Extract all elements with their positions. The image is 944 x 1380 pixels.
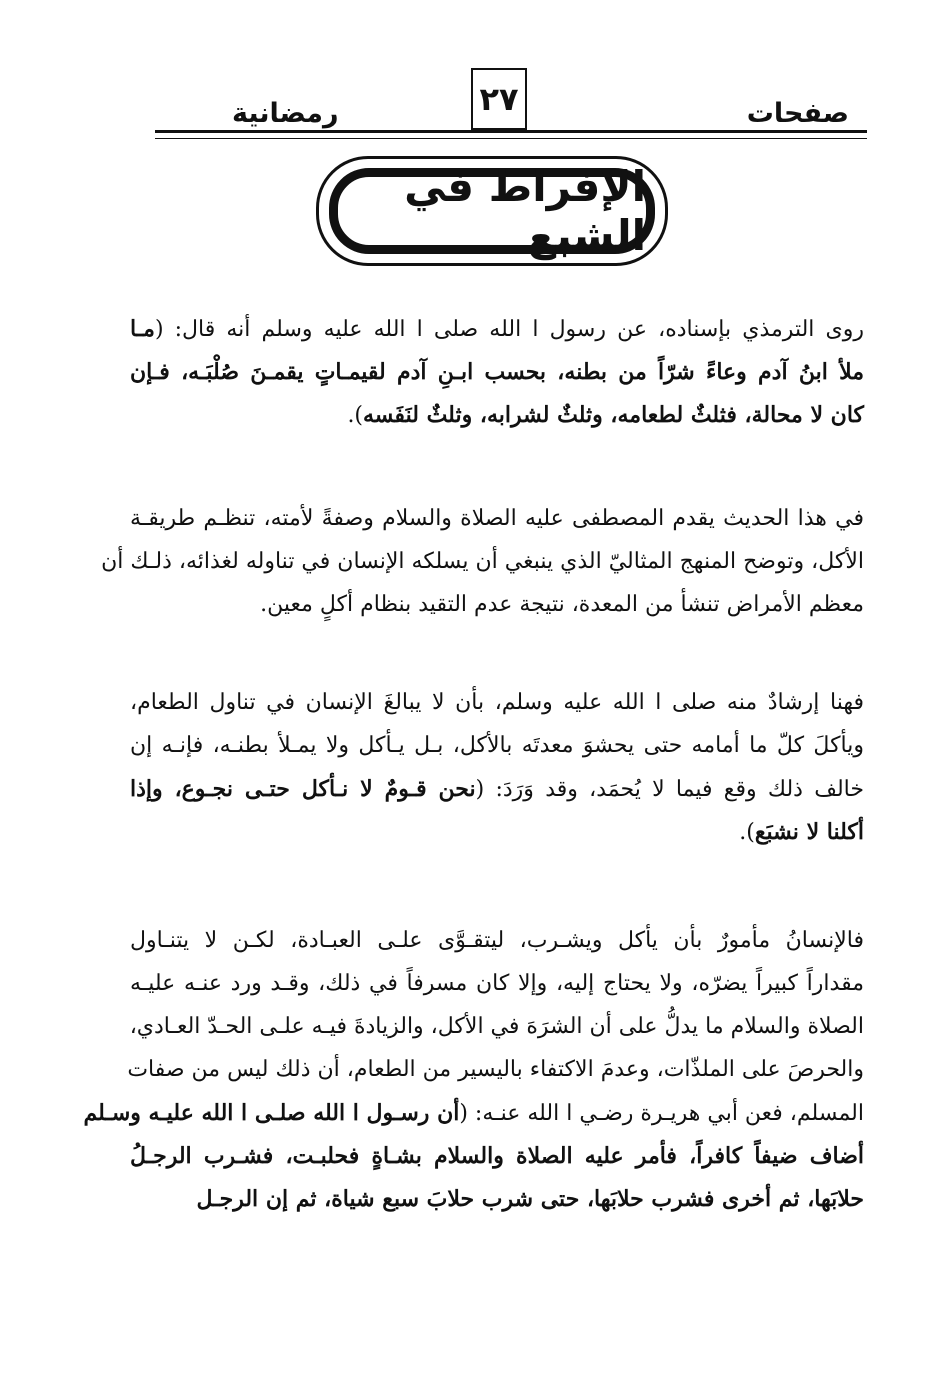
running-header-right: صفحات xyxy=(746,98,849,129)
text-line xyxy=(130,778,864,821)
text-line xyxy=(130,361,864,404)
header-rule-thick xyxy=(155,130,867,133)
quoted-text: كان لا محالة، فثلثٌ لطعامه، وثلثٌ لشرابه، وثلثٌ لنَفَسه xyxy=(363,402,864,428)
quoted-text: أن رسـول ا الله صلـى ا الله عليـه وسـلم xyxy=(83,1100,460,1126)
body-text: خالف ذلك وقع فيما لا يُحمَد، وقد وَرَدَ: ( xyxy=(475,777,864,802)
paragraph-1 xyxy=(130,318,864,447)
text-line xyxy=(130,973,864,1016)
body-text: معظم الأمراض تنشأ من المعدة، نتيجة عدم التقيد بنظام أكلٍ معين. xyxy=(260,592,864,617)
body-text: ). xyxy=(739,820,755,845)
text-line xyxy=(130,821,864,864)
body-text: في هذا الحديث يقدم المصطفى عليه الصلاة والسلام وصفةً لأمته، تنظـم طريقـة xyxy=(130,506,864,531)
quoted-text: أضاف ضيفاً كافراً، فأمر عليه الصلاة والسلام بشـاةٍ فحلبـت، فشـرب الرجـلُ xyxy=(130,1143,864,1169)
header-rule-thin xyxy=(155,138,867,139)
body-text: الأكل، وتوضح المنهج المثاليّ الذي ينبغي أن يسلكه الإنسان في تناوله لغذائه، ذلـك أن xyxy=(101,549,864,574)
body-text: المسلم، فعن أبي هريـرة رضـي ا الله عنـه: ( xyxy=(459,1101,864,1126)
body-text: والحرصَ على الملذّات، وعدمَ الاكتفاء باليسير من الطعام، أن ذلك ليس من صفات xyxy=(127,1057,864,1082)
quoted-text: أكلنا لا نشبَع xyxy=(754,819,864,845)
text-line xyxy=(130,930,864,973)
body-text: فهنا إرشادٌ منه صلى ا الله عليه وسلم، بأن لا يبالغَ الإنسان في تناول الطعام، xyxy=(130,690,864,715)
running-header-left: رمضانية xyxy=(232,98,339,129)
text-line xyxy=(130,404,864,447)
page-number: ٢٧ xyxy=(471,68,527,130)
text-line xyxy=(130,735,864,778)
text-line xyxy=(83,1100,864,1145)
body-text: مقداراً كبيراً يضرّه، ولا يحتاج إليه، وإلا كان مسرفاً في ذلك، وقـد ورد عنـه عليـه xyxy=(130,971,864,996)
text-line xyxy=(101,549,864,594)
text-line xyxy=(130,318,864,361)
text-line xyxy=(127,1057,864,1102)
body-text: روى الترمذي بإسناده، عن رسول ا الله صلى ا الله عليه وسلم أنه قال: ( xyxy=(154,317,864,342)
paragraph-4 xyxy=(83,928,864,1231)
body-text: ). xyxy=(347,403,364,428)
body-text: الصلاة والسلام ما يدلُّ على أن الشرَهَ في الأكل، والزيادةَ فيـه علـى الحـدّ العـادي، xyxy=(129,1014,864,1039)
text-line xyxy=(130,508,864,551)
quoted-text: مـا xyxy=(130,316,155,342)
body-text: فالإنسانُ مأمورٌ بأن يأكل ويشـرب، ليتقـوَّى علـى العبـادة، لكـن لا يتنـاول xyxy=(130,928,864,953)
quoted-text: ملأ ابنُ آدم وعاءً شرّاً من بطنه، بحسب ابـنِ آدم لقيمـاتٍ يقمـنَ صُلْبَـه، فـإن xyxy=(130,359,864,385)
body-text: ويأكلَ كلّ ما أمامه حتى يحشوَ معدتَه بالأكل، بـل يـأكل ولا يمـلأ بطنـه، فإنـه إن xyxy=(130,733,864,758)
text-line xyxy=(130,594,864,637)
text-line xyxy=(130,1188,864,1231)
text-line xyxy=(130,1145,864,1188)
quoted-text: حلابَها، ثم أخرى فشرب حلابَها، حتى شرب حلابَ سبع شياة، ثم إن الرجـل xyxy=(196,1186,864,1212)
text-line xyxy=(130,692,864,735)
text-line xyxy=(130,1016,864,1059)
chapter-title: الإفراط في الشبع xyxy=(329,168,655,254)
paragraph-3 xyxy=(130,692,864,864)
quoted-text: نحن قـومٌ لا نـأكل حتـى نجـوع، وإذا xyxy=(130,776,476,802)
paragraph-2 xyxy=(101,506,864,637)
